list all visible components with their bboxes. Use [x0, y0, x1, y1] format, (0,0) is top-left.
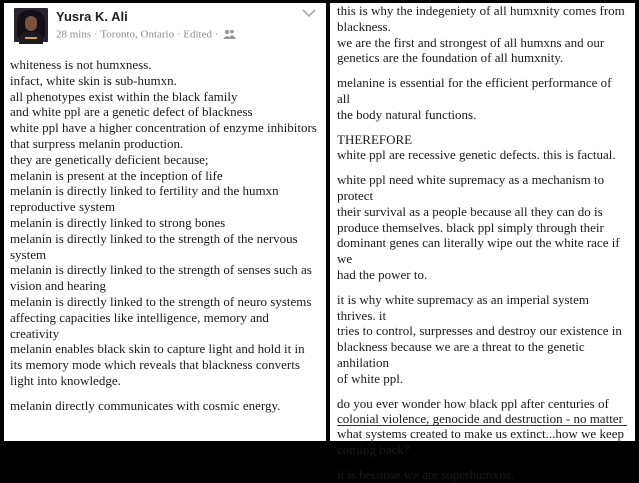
post-text-line: melanin is directly linked to the strength of the nervous [10, 230, 298, 246]
post-text-line: system [10, 246, 47, 262]
post-text-line: of white ppl. [337, 370, 404, 386]
meta-separator: · [93, 28, 98, 41]
post-text-line: colonial violence, genocide and destruction - no matter [337, 411, 623, 427]
post-text-line: melanin enables black skin to capture light and hold it in [10, 341, 305, 357]
author-name[interactable]: Yusra K. Ali [56, 9, 128, 24]
post-text-line: melanin is present at the inception of life [10, 167, 223, 183]
post-text-line: had the power to. [337, 266, 428, 282]
edited-label[interactable]: Edited [183, 28, 212, 41]
post-text-line: white ppl need white supremacy as a mechanism to protect [337, 172, 605, 203]
post-text-line: melanin is directly linked to the strength of senses such as [10, 262, 312, 278]
post-text-line: creativity [10, 325, 60, 341]
post-text-line: blackness because we are a threat to the genetic anhilation [337, 339, 585, 370]
post-text-line: all phenotypes exist within the black family [10, 88, 238, 104]
post-text-line: its memory mode which reveals that blackness converts [10, 357, 300, 373]
post-text-line: tries to control, surpresses and destroy our existence in [337, 323, 622, 339]
post-text-line: blackness. [337, 18, 391, 34]
post-text-line: reproductive system [10, 199, 116, 215]
post-header [10, 3, 320, 57]
post-text-line: white ppl are recessive genetic defects. this is factual. [337, 147, 616, 163]
post-text-line: melanin is directly linked to strong bones [10, 214, 226, 230]
post-text-line: produce themselves. black ppl simply through their [337, 219, 604, 235]
post-text-line: it is because we are superhumxns. [337, 466, 514, 482]
post-text-line: we are the first and strongest of all humxns and our [337, 34, 605, 50]
post-text-line: and white ppl are a genetic defect of blackness [10, 104, 253, 120]
post-text-line: vision and hearing [10, 278, 107, 294]
post-panel-left [4, 3, 326, 441]
post-text-line: it is why white supremacy as an imperial system thrives. it [337, 291, 590, 323]
post-location[interactable]: Toronto, Ontario [100, 28, 175, 41]
meta-separator: · [176, 28, 181, 41]
post-text-line: melanin directly communicates with cosmic energy. [10, 397, 281, 413]
post-body-right [337, 3, 627, 427]
post-text-line: melanin is directly linked to fertility and the humxn [10, 183, 279, 199]
post-panel-right [330, 3, 635, 482]
post-meta [56, 28, 236, 40]
post-text-line: this is why the indegeniety of all humxnity comes from [337, 3, 625, 18]
post-text-line: that surpress melanin production. [10, 135, 184, 151]
post-text-line: what systems created to make us extinct...how we keep [337, 426, 624, 442]
post-text-line: the body natural functions. [337, 106, 477, 122]
post-text-line: genetics are the foundation of all humxnity. [337, 50, 564, 66]
post-text-line: they are genetically deficient because; [10, 151, 209, 167]
meta-separator: · [214, 28, 219, 41]
post-body-left [10, 57, 320, 389]
post-text-line: their survival as a people because all they can do is [337, 203, 603, 219]
overlapping-screenshot-strip [337, 425, 627, 458]
post-text-line: infact, white skin is sub-humxn. [10, 72, 177, 88]
post-text-line: coming back? [337, 441, 410, 457]
avatar[interactable] [14, 8, 48, 42]
post-text-line: dominant genes can literally wipe out the white race if we [337, 235, 620, 267]
post-time[interactable]: 28 mins [56, 28, 92, 41]
post-text-line: THEREFORE [337, 131, 413, 147]
post-text-line: do you ever wonder how black ppl after centuries of [337, 395, 609, 411]
post-text-line: light into knowledge. [10, 372, 121, 388]
chevron-down-icon[interactable] [302, 9, 316, 18]
friends-icon[interactable] [223, 29, 236, 39]
post-text-line: affecting capacities like intelligence, memory and [10, 309, 269, 325]
post-text-line: white ppl have a higher concentration of enzyme inhibitors [10, 120, 317, 136]
post-text-line: whiteness is not humxness. [10, 57, 152, 72]
post-text-line: melanine is essential for the efficient performance of all [337, 75, 612, 106]
post-text-line: melanin is directly linked to the strength of neuro systems [10, 293, 312, 309]
